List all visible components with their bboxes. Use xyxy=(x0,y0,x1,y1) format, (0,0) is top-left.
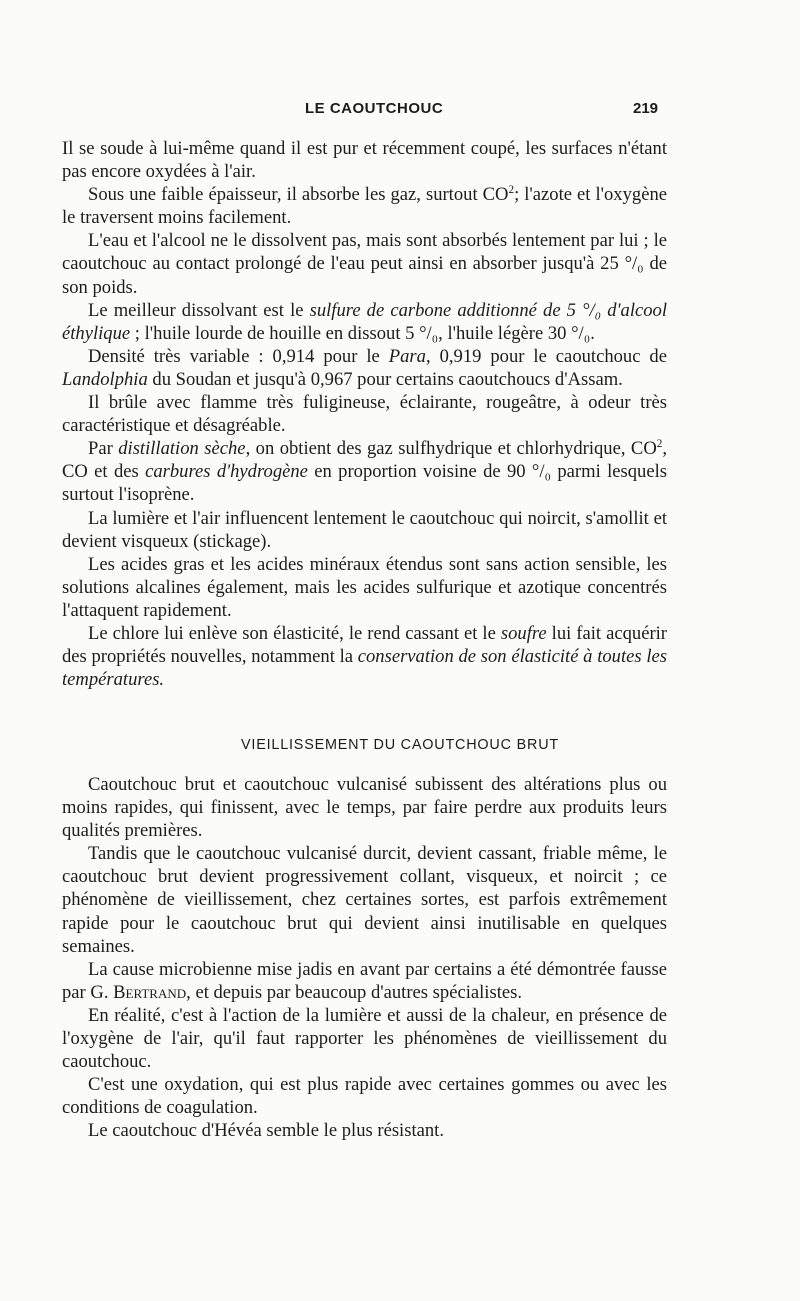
section-two-text xyxy=(62,773,667,1143)
text-run: Tandis que le caoutchouc vulcanisé durcit, devient cassant, friable même, le caoutchouc brut devient progressivement collant, visqueux, et noircit ; ce phénomène de vieillissement, chez certaines sortes, est parfois extrêmement rapide pour le caoutchouc brut qui devient ainsi inutilisable en quelques semaines. xyxy=(62,843,667,957)
text-run: ; l'azote et l'oxygène le traversent moins facilement. xyxy=(62,184,667,229)
text-run: , 0,919 pour le caoutchouc de xyxy=(425,345,667,367)
text-run: Densité très variable : 0,914 pour le xyxy=(88,345,389,367)
paragraph xyxy=(62,958,667,1004)
text-run: Sous une faible épaisseur, il absorbe les gaz, surtout CO xyxy=(88,184,509,206)
text-run: en proportion voisine de 90 °/₀ parmi lesquels surtout l'isoprène. xyxy=(62,461,667,506)
text-run: , on obtient des gaz sulfhydrique et chlorhydrique, CO xyxy=(245,438,657,460)
text-run: du Soudan et jusqu'à 0,967 pour certains caoutchoucs d'Assam. xyxy=(147,368,623,390)
text-run: Para xyxy=(388,345,426,367)
text-run: Bertrand xyxy=(113,981,187,1003)
paragraph xyxy=(62,1119,667,1142)
text-run: Landolphia xyxy=(62,368,148,390)
text-run: 2 xyxy=(656,438,663,451)
paragraph xyxy=(62,842,667,957)
paragraph xyxy=(62,773,667,842)
text-run: lui fait acquérir des propriétés nouvelles, notamment la xyxy=(62,622,667,668)
text-run: soufre xyxy=(500,622,547,644)
text-run: conservation de son élasticité à toutes les températures. xyxy=(62,646,667,691)
text-run: , CO et des xyxy=(62,438,668,483)
section-one-text xyxy=(62,137,667,691)
paragraph xyxy=(62,299,667,345)
paragraph xyxy=(62,137,667,183)
text-run: Il se soude à lui-même quand il est pur et récemment coupé, les surfaces n'étant pas encore oxydées à l'air. xyxy=(62,138,667,183)
page-header xyxy=(0,100,800,124)
text-run: Caoutchouc brut et caoutchouc vulcanisé subissent des altérations plus ou moins rapides, qui finissent, avec le temps, par faire perdre aux produits leurs qualités premières. xyxy=(62,774,667,842)
text-run: Par xyxy=(88,438,119,460)
paragraph xyxy=(62,622,667,691)
text-run: ; l'huile lourde de houille en dissout 5 °/₀, l'huile légère 30 °/₀. xyxy=(130,322,595,344)
page-number: 219 xyxy=(633,100,659,117)
paragraph xyxy=(62,1073,667,1119)
text-run: 2 xyxy=(508,184,515,196)
text-run: En réalité, c'est à l'action de la lumière et aussi de la chaleur, en présence de l'oxygène de l'air, qu'il faut rapporter les phénomènes de vieillissement du caoutchouc. xyxy=(62,1004,667,1073)
text-run: Il brûle avec flamme très fuligineuse, éclairante, rougeâtre, à odeur très caractéristique et désagréable. xyxy=(62,392,667,437)
paragraph xyxy=(62,183,667,229)
section-heading: VIEILLISSEMENT DU CAOUTCHOUC BRUT xyxy=(241,737,559,753)
text-run: carbures d'hydrogène xyxy=(145,461,308,483)
paragraph xyxy=(62,229,667,298)
text-run: La lumière et l'air influencent lentement le caoutchouc qui noircit, s'amollit et devient visqueux (stickage). xyxy=(62,507,667,552)
text-run: , et depuis par beaucoup d'autres spécialistes. xyxy=(186,981,522,1003)
text-run: Le meilleur dissolvant est le xyxy=(88,299,310,321)
paragraph xyxy=(62,437,667,506)
paragraph xyxy=(62,345,667,391)
text-run: sulfure de carbone additionné de 5 °/₀ d'alcool éthylique xyxy=(62,299,668,344)
text-run: L'eau et l'alcool ne le dissolvent pas, mais sont absorbés lentement par lui ; le caoutchouc au contact prolongé de l'eau peut ainsi en absorber jusqu'à 25 °/₀ de son poids. xyxy=(62,230,667,298)
text-run: Les acides gras et les acides minéraux étendus sont sans action sensible, les solutions alcalines également, mais les acides sulfurique et azotique concentrés l'attaquent rapidement. xyxy=(62,553,667,621)
text-run: Le chlore lui enlève son élasticité, le rend cassant et le xyxy=(88,622,501,644)
paragraph xyxy=(62,391,667,437)
text-run: Le caoutchouc d'Hévéa semble le plus résistant. xyxy=(88,1120,444,1142)
running-title: LE CAOUTCHOUC xyxy=(305,100,444,117)
paragraph xyxy=(62,553,667,622)
paragraph xyxy=(62,1004,667,1073)
text-run: La cause microbienne mise jadis en avant par certains a été démontrée fausse par G. xyxy=(62,958,667,1003)
text-run: distillation sèche xyxy=(118,438,246,460)
text-run: C'est une oxydation, qui est plus rapide avec certaines gommes ou avec les conditions de coagulation. xyxy=(62,1074,667,1119)
paragraph xyxy=(62,507,667,553)
